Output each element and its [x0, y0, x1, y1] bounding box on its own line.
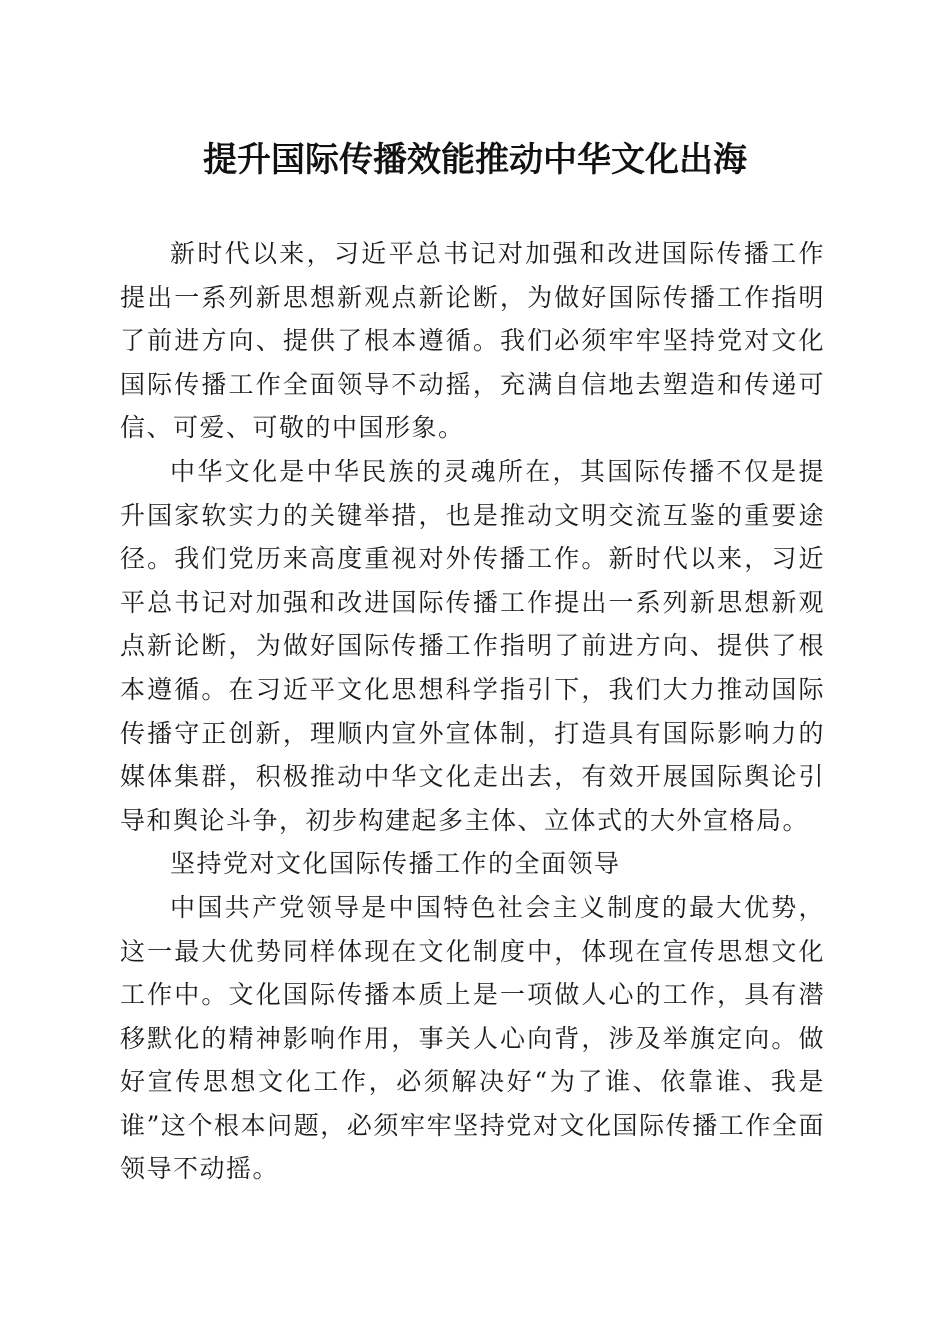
paragraph-leadership: 中国共产党领导是中国特色社会主义制度的最大优势，这一最大优势同样体现在文化制度中，体现在宣传思想文化工作中。文化国际传播本质上是一项做人心的工作，具有潜移默化的精神影响作用，事关人心向背，涉及举旗定向。做好宣传思想文化工作，必须解决好“为了谁、依靠谁、我是谁”这个根本问题，必须牢牢坚持党对文化国际传播工作全面领导不动摇。 — [120, 892, 825, 1184]
paragraph-intro: 新时代以来，习近平总书记对加强和改进国际传播工作提出一系列新思想新观点新论断，为做好国际传播工作指明了前进方向、提供了根本遵循。我们必须牢牢坚持党对文化国际传播工作全面领导不动摇，充满自信地去塑造和传递可信、可爱、可敬的中国形象。 — [120, 239, 825, 443]
document-title: 提升国际传播效能推动中华文化出海 — [203, 140, 747, 180]
paragraph-culture: 中华文化是中华民族的灵魂所在，其国际传播不仅是提升国家软实力的关键举措，也是推动文明交流互鉴的重要途径。我们党历来高度重视对外传播工作。新时代以来，习近平总书记对加强和改进国际传播工作提出一系列新思想新观点新论断，为做好国际传播工作指明了前进方向、提供了根本遵循。在习近平文化思想科学指引下，我们大力推动国际传播守正创新，理顺内宣外宣体制，打造具有国际影响力的媒体集群，积极推动中华文化走出去，有效开展国际舆论引导和舆论斗争，初步构建起多主体、立体式的大外宣格局。 — [120, 456, 825, 835]
document-body — [120, 232, 825, 1191]
section-heading: 坚持党对文化国际传播工作的全面领导 — [170, 849, 621, 879]
